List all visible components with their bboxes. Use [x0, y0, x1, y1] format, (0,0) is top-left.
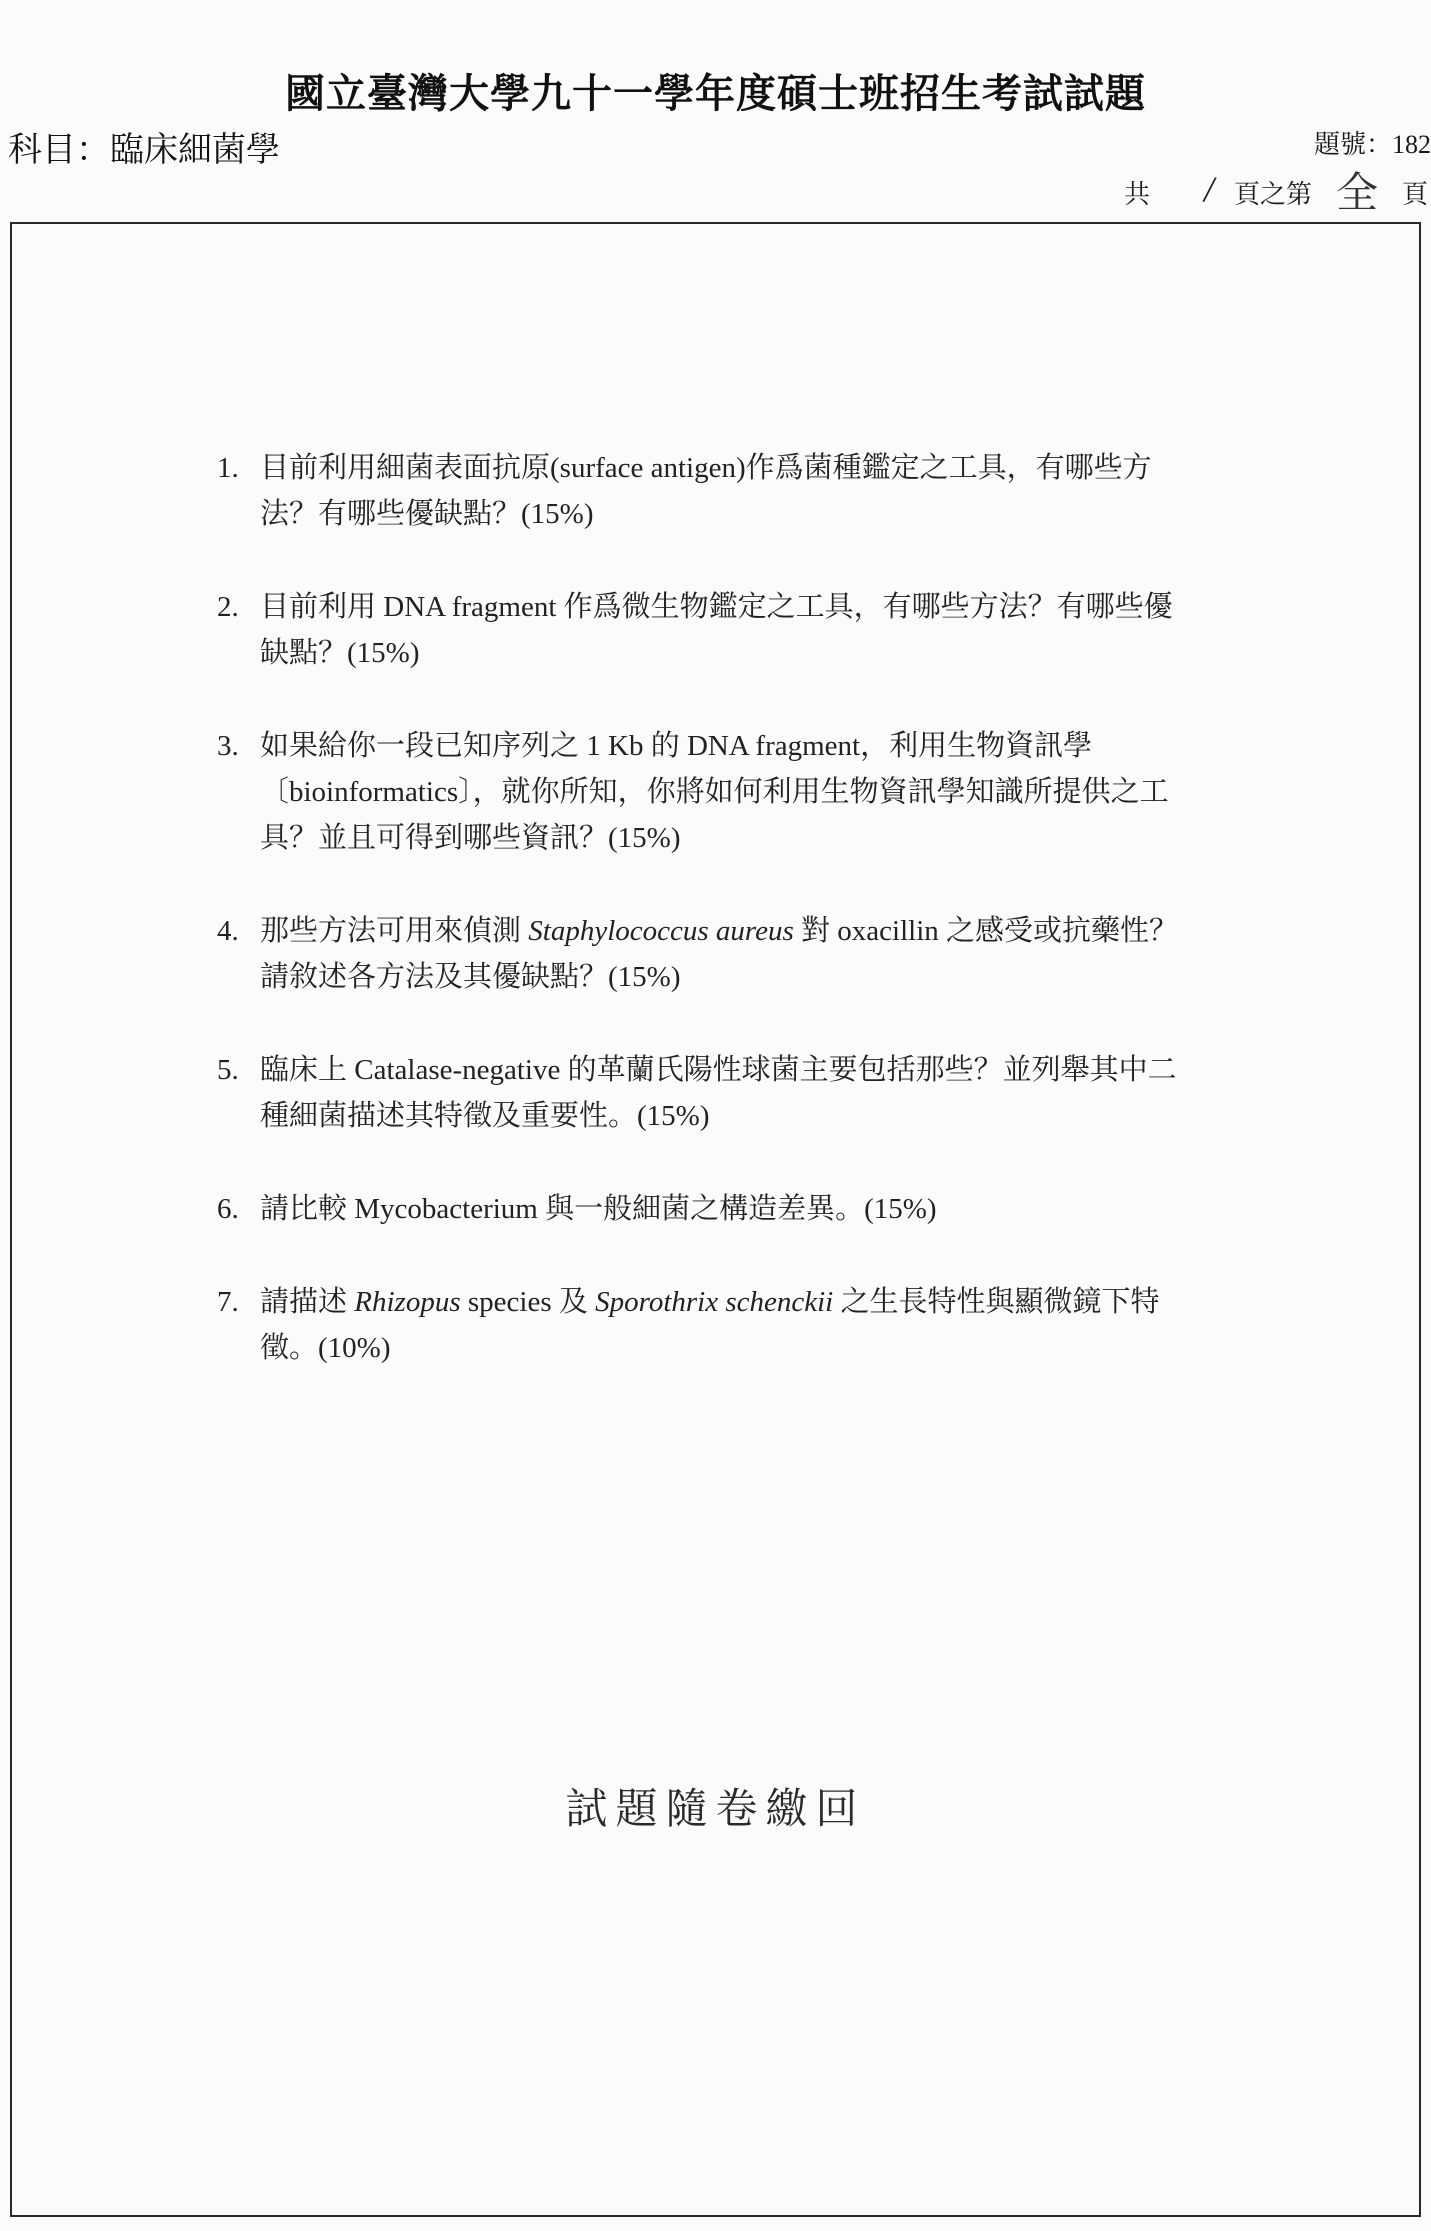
question-num: 2.	[217, 591, 239, 623]
question-text: 目前利用細菌表面抗原(surface antigen)作爲菌種鑑定之工具，有哪些方法？有哪些優缺點？(15%)	[260, 452, 1152, 530]
species-name: Rhizopus	[354, 1286, 461, 1318]
question-text: 臨床上 Catalase-negative 的革蘭氏陽性球菌主要包括那些？並列舉其中二種細菌描述其特徵及重要性。(15%)	[260, 1054, 1177, 1132]
question-num: 5.	[217, 1054, 239, 1086]
question-item	[205, 908, 1185, 1000]
question-item	[205, 1047, 1185, 1139]
page-count-line	[1118, 168, 1431, 217]
question-item	[205, 723, 1185, 861]
species-name: Sporothrix schenckii	[595, 1286, 834, 1318]
page-unit: 頁	[1402, 180, 1429, 209]
page-total-label: 共	[1124, 180, 1151, 209]
question-item	[205, 1279, 1185, 1371]
page-of-label: 頁之第	[1234, 180, 1313, 209]
question-num: 3.	[217, 730, 239, 762]
question-num: 6.	[217, 1193, 239, 1225]
question-item	[205, 445, 1185, 537]
question-text: 那些方法可用來偵測 Staphylococcus aureus 對 oxacillin 之感受或抗藥性？請敘述各方法及其優缺點？(15%)	[260, 915, 1179, 993]
question-text: 請描述 Rhizopus species 及 Sporothrix schenckii 之生長特性與顯微鏡下特徵。(10%)	[260, 1286, 1160, 1364]
question-number: 題號：182	[1313, 130, 1431, 159]
question-list	[205, 445, 1185, 1418]
page-current: 全	[1336, 168, 1379, 217]
return-note: 試題隨卷繳回	[565, 1784, 866, 1833]
page-slash: /	[1204, 169, 1215, 209]
question-num: 1.	[217, 452, 239, 484]
question-text: 請比較 Mycobacterium 與一般細菌之構造差異。(15%)	[260, 1193, 937, 1225]
question-num: 4.	[217, 915, 239, 947]
exam-title: 國立臺灣大學九十一學年度碩士班招生考試試題	[285, 71, 1146, 116]
question-item	[205, 1186, 1185, 1232]
subject-label: 科目：臨床細菌學	[8, 132, 280, 169]
question-item	[205, 584, 1185, 676]
species-name: Staphylococcus aureus	[528, 915, 794, 947]
question-text: 目前利用 DNA fragment 作爲微生物鑑定之工具，有哪些方法？有哪些優缺點？(15%)	[260, 591, 1173, 669]
question-text: 如果給你一段已知序列之 1 Kb 的 DNA fragment，利用生物資訊學〔bioinformatics〕，就你所知，你將如何利用生物資訊學知識所提供之工具？並且可得到哪些資訊？(15%)	[260, 730, 1169, 854]
question-num: 7.	[217, 1286, 239, 1318]
